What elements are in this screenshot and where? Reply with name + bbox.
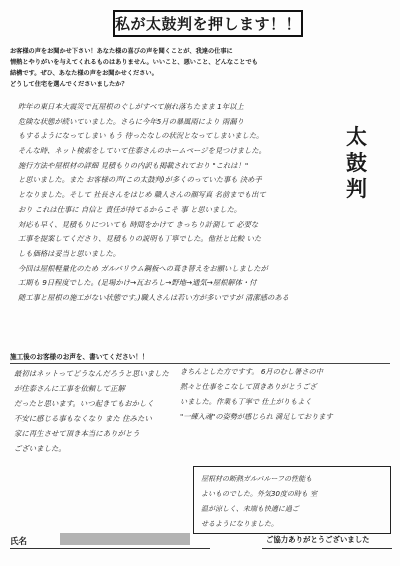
staff-line: きちんとした方ですす。 6月のむし暑さの中 (180, 367, 323, 376)
section2-heading: 施工後のお客様のお声を、書いてください！！ (10, 353, 149, 361)
body-line: 工事を提案してくださり、見積もりの説明も丁寧でした。他社と比較 いた (18, 234, 262, 244)
body-line: おり これは仕事に 自信と 責任が持てるからこそ 事 と思いました。 (18, 204, 242, 214)
name-underline (10, 548, 210, 549)
after-line: だったと思います。いつ起きてもおかしく (14, 399, 154, 408)
handwritten-body (18, 100, 310, 306)
thanks-message: ご協力ありがとうございました (266, 535, 370, 544)
body-line: 今回は屋根軽量化のため ガルバリウム鋼板への葺き替えをお願いしましたが (18, 263, 268, 273)
body-line: 危険な状態が続いていました。さらに今年5月の暴風雨により 雨漏り (18, 116, 244, 126)
body-line: もするようになってしまい もう 待ったなしの状況となってしまいました。 (18, 131, 264, 141)
staff-line: "一練入魂"の姿勢が感じられ 満足しております (180, 412, 333, 421)
after-line: ございました。 (14, 444, 66, 453)
thanks-underline (262, 548, 392, 549)
after-line: が住泰さんに工事を依頼して正解 (14, 384, 125, 393)
page-title: 私が太鼓判を押します！！ (113, 10, 303, 37)
note-line: せるようになりました。 (201, 520, 278, 528)
note-box (193, 466, 391, 534)
redacted-name (60, 533, 190, 545)
note-line: 屋根材の断熱ガルバルーフの性能も (201, 475, 313, 483)
staff-line: いました。作業も丁寧で 仕上がりもよく (180, 397, 312, 406)
after-line: 最初はネットってどうなんだろうと思いました (14, 369, 169, 378)
prompt-text: お客様の声をお聞かせ下さい！あなた様の喜びの声を聞くことが、我達の仕事に 情熱とやりがいを与えてくれるものはありません。いいこと、悪いこと、どんなことでも 結構です。ぜひ、あなた様の声をお聞かせください。 どうして住宅を選んでくださいましたか？ (10, 48, 258, 88)
note-line: よいものでした。外気30度の時も 室 (201, 490, 318, 498)
body-line: 随工事と屋根の施工がない状態です。)職人さんは若い方が多いですが 清潔感のある (18, 292, 289, 302)
after-line: 家に再生させて頂き本当にありがとう (14, 429, 140, 438)
body-line: 工期も 9日程度でした。(足場かけ→瓦おろし→野地→通気→屋根解体・付 (18, 278, 257, 288)
body-line: 対応も早く、見積もりについても 時間をかけて きっちり計測して 必要な (18, 219, 259, 229)
body-line: となりました。そして 社長さんをはじめ 職人さんの顔写真 名前までも出て (18, 190, 266, 200)
body-line: 施行方法や屋根材の詳細 見積もりの内訳も掲載されており "これは！" (18, 160, 249, 170)
stamp-label: 太 鼓 判 (346, 124, 368, 201)
handwritten-after-comments (14, 366, 174, 456)
after-line: 不安に感じる事もなくなり また 住みたい (14, 414, 152, 423)
body-line: 昨年の東日本大震災で瓦屋根のぐしがすべて崩れ落ちたまま 1年以上 (18, 102, 244, 111)
taikoban-stamp (327, 124, 387, 224)
body-line: しも価格は妥当と思いました。 (18, 248, 121, 258)
name-label: 氏名 (10, 537, 28, 547)
handwritten-staff-comments (180, 364, 392, 424)
body-line: と思いました。また お客様の声(この太鼓判)が多くのっていた事も 決め手 (18, 175, 262, 185)
note-line: 温が涼しく、未端も快適に過ご (201, 505, 299, 513)
staff-line: 黙々と仕事をこなして頂きありがとうござ (180, 382, 317, 391)
body-line: そんな時、ネット検索をしていて住泰さんのホームページを見つけました。 (18, 146, 266, 156)
